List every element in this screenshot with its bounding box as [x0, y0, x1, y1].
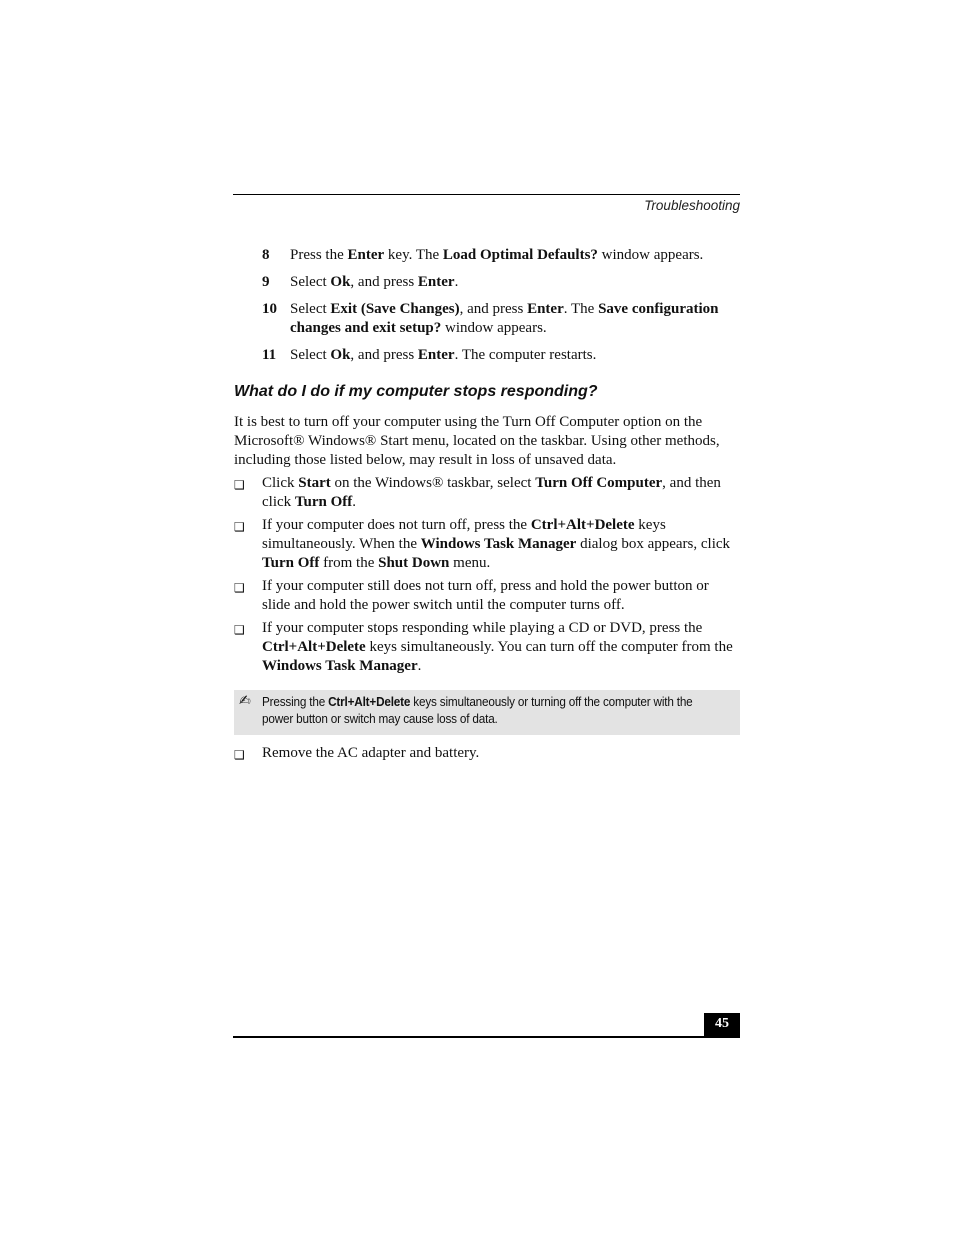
- bullet-item: ❑ Click Start on the Windows® taskbar, select Turn Off Computer, and then click Turn Off.: [234, 475, 721, 510]
- bullet-item: ❑ If your computer stops responding while playing a CD or DVD, press the Ctrl+Alt+Delete keys simultaneously. You can turn off the computer from the Windows Task Manager.: [234, 620, 733, 674]
- checkbox-bullet-icon: ❑: [234, 520, 245, 534]
- running-header: Troubleshooting: [644, 198, 740, 213]
- pencil-note-icon: ✍: [239, 693, 251, 709]
- intro-paragraph: It is best to turn off your computer using the Turn Off Computer option on the Microsoft® Windows® Start menu, located on the taskbar. Using other methods, including those listed below, may result in loss of unsaved data.: [234, 414, 720, 468]
- bullet-list: [234, 474, 740, 680]
- note-text: Pressing the Ctrl+Alt+Delete keys simultaneously or turning off the computer with the power button or switch may cause loss of data.: [262, 695, 693, 726]
- step-number: 11: [262, 346, 277, 363]
- checkbox-bullet-icon: ❑: [234, 478, 245, 492]
- step-8: 8 Press the Enter key. The Load Optimal Defaults? window appears.: [262, 247, 704, 263]
- note-box: [234, 690, 740, 735]
- header-rule: [233, 194, 740, 195]
- step-10: 10 Select Exit (Save Changes), and press Enter. The Save configuration changes and exit setup? window appears.: [262, 301, 719, 336]
- step-number: 10: [262, 301, 277, 317]
- bullet-item: ❑ If your computer does not turn off, press the Ctrl+Alt+Delete keys simultaneously. When the Windows Task Manager dialog box appears, click Turn Off from the Shut Down menu.: [234, 517, 731, 571]
- bullet-item: ❑ Remove the AC adapter and battery.: [234, 744, 740, 763]
- checkbox-bullet-icon: ❑: [234, 748, 245, 762]
- checkbox-bullet-icon: ❑: [234, 623, 245, 637]
- page-number: 45: [704, 1013, 740, 1037]
- step-11: 11 Select Ok, and press Enter. The computer restarts.: [262, 346, 597, 363]
- step-9: 9 Select Ok, and press Enter.: [262, 274, 459, 290]
- numbered-steps: [262, 246, 740, 373]
- footer-rule: [233, 1036, 740, 1038]
- step-number: 8: [262, 247, 270, 263]
- step-number: 9: [262, 274, 270, 290]
- checkbox-bullet-icon: ❑: [234, 581, 245, 595]
- section-heading: What do I do if my computer stops responding?: [234, 383, 598, 400]
- bullet-item: ❑ If your computer still does not turn off, press and hold the power button or slide and hold the power switch until the computer turns off.: [234, 578, 709, 613]
- bullet-list-continued: [234, 744, 740, 767]
